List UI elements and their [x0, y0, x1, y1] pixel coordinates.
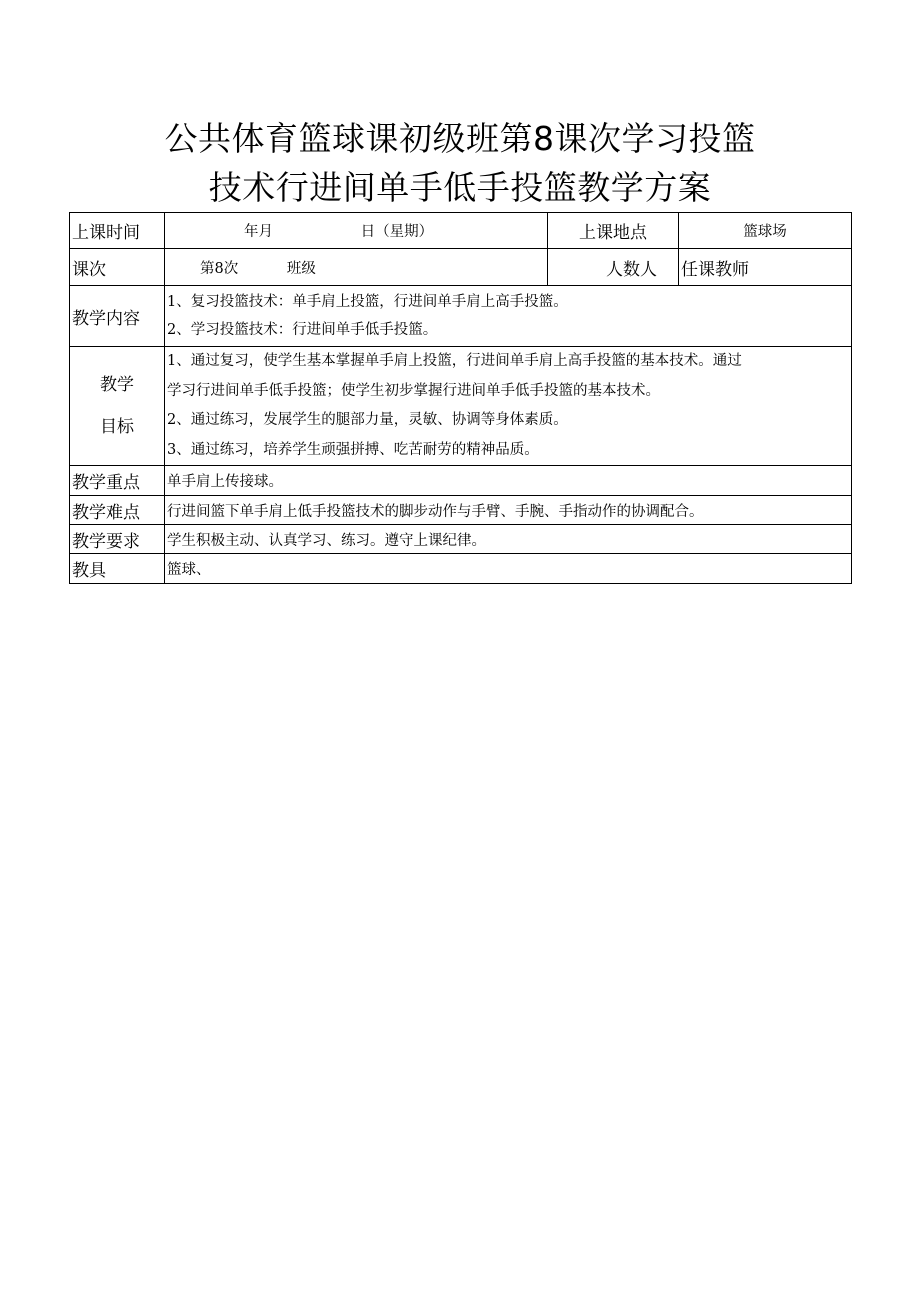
- equipment-value: 篮球、: [165, 554, 852, 584]
- content-item: 2、学习投篮技术：行进间单手低手投篮。: [167, 322, 438, 338]
- goal-line: 3、通过练习，培养学生顽强拼搏、吃苦耐劳的精神品质。: [167, 441, 539, 458]
- date-month: 年月: [244, 224, 273, 240]
- class-date-cell: [165, 213, 548, 249]
- content-item: 1、复习投篮技术：单手肩上投篮，行进间单手肩上高手投篮。: [167, 294, 568, 310]
- row-requirement: [70, 525, 852, 554]
- key-point-label: 教学重点: [70, 466, 165, 496]
- date-day-weekday: 日（星期）: [360, 224, 434, 240]
- teaching-content-label: 教学内容: [70, 286, 165, 347]
- teaching-goals-label: [70, 347, 165, 466]
- row-session: [70, 249, 852, 286]
- student-count-label: 人数人: [548, 249, 679, 286]
- goal-line: 1、通过复习，使学生基本掌握单手肩上投篮，行进间单手肩上高手投篮的基本技术。通过: [167, 353, 742, 369]
- document-title-line2: 技术行进间单手低手投篮教学方案: [208, 168, 712, 207]
- goals-label-top: 教学: [100, 375, 134, 395]
- class-place-label: 上课地点: [548, 213, 679, 249]
- requirement-value: 学生积极主动、认真学习、练习。遵守上课纪律。: [165, 525, 852, 554]
- requirement-label: 教学要求: [70, 525, 165, 554]
- session-value: 第8次: [200, 260, 239, 277]
- row-teaching-content: [70, 286, 852, 347]
- class-place-value: 篮球场: [679, 213, 852, 249]
- goal-line: 2、通过练习，发展学生的腿部力量，灵敏、协调等身体素质。: [167, 412, 568, 428]
- goal-line: 学习行进间单手低手投篮；使学生初步掌握行进间单手低手投篮的基本技术。: [167, 382, 660, 399]
- teacher-label: 任课教师: [679, 249, 852, 286]
- equipment-label: 教具: [70, 554, 165, 584]
- class-time-label: 上课时间: [70, 213, 165, 249]
- row-key-point: [70, 466, 852, 496]
- teaching-content-cell: [165, 286, 852, 347]
- row-class-time: [70, 213, 852, 249]
- session-label: 课次: [70, 249, 165, 286]
- row-teaching-goals: [70, 347, 852, 466]
- key-point-value: 单手肩上传接球。: [165, 466, 852, 496]
- teaching-goals-cell: [165, 347, 852, 466]
- difficulty-label: 教学难点: [70, 496, 165, 525]
- difficulty-value: 行进间篮下单手肩上低手投篮技术的脚步动作与手臂、手腕、手指动作的协调配合。: [165, 496, 852, 525]
- lesson-plan-table: [69, 212, 852, 584]
- class-label: 班级: [286, 260, 316, 277]
- row-difficulty: [70, 496, 852, 525]
- session-cell: [165, 249, 548, 286]
- row-equipment: [70, 554, 852, 584]
- goals-label-bottom: 目标: [100, 417, 134, 437]
- document-title-line1: 公共体育篮球课初级班第8课次学习投篮: [164, 119, 756, 158]
